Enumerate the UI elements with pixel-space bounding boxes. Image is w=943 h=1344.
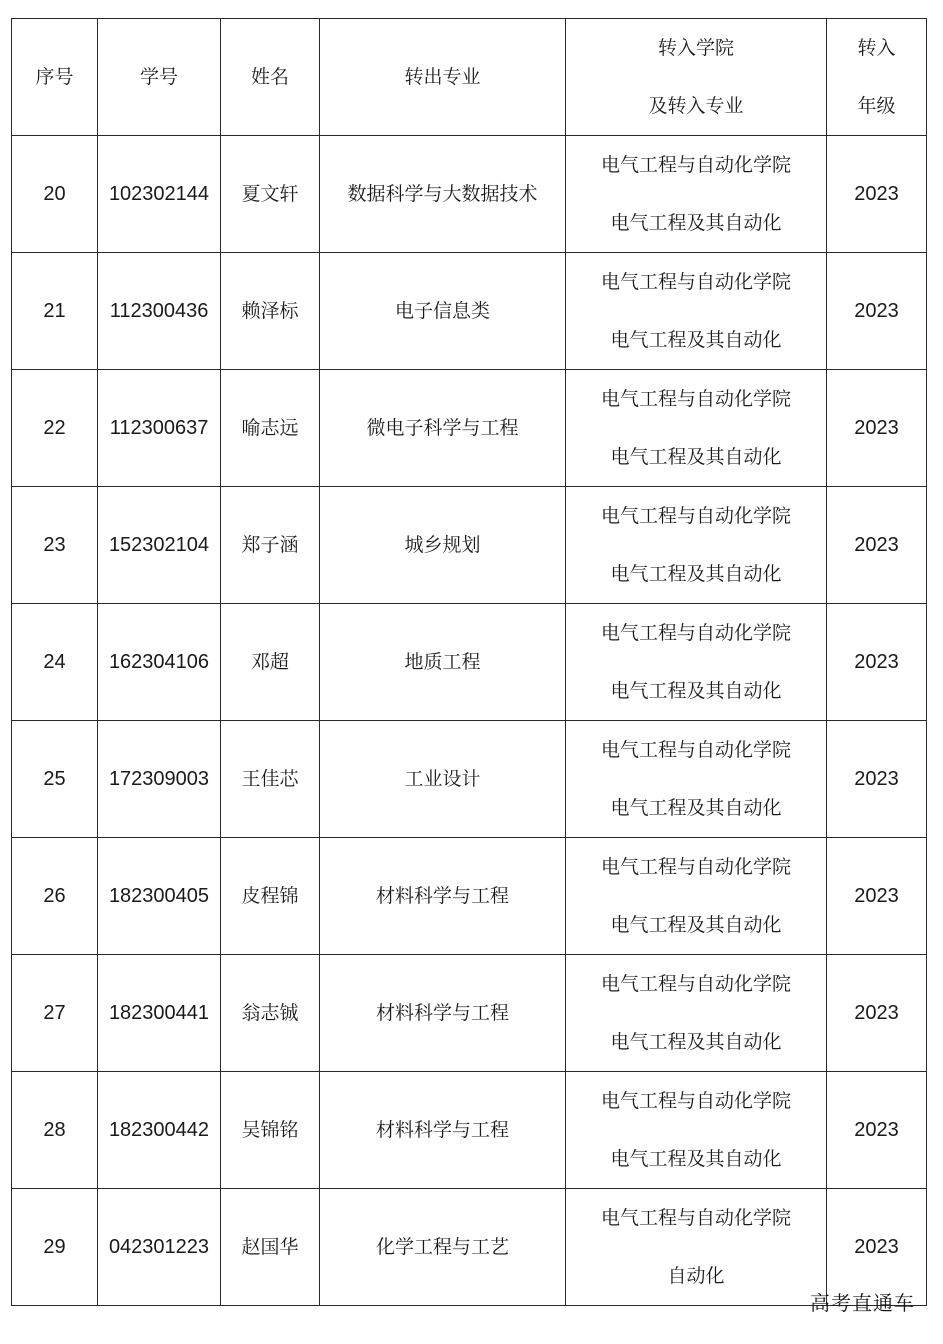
cell-name: 吴锦铭	[221, 1072, 320, 1189]
cell-to-college	[566, 955, 827, 1072]
cell-to-college	[566, 253, 827, 370]
cell-from-major: 化学工程与工艺	[320, 1189, 566, 1306]
cell-from-major: 地质工程	[320, 604, 566, 721]
cell-to-major: 电气工程及其自动化	[610, 212, 782, 234]
header-grade-line2: 年级	[857, 95, 896, 117]
cell-index: 21	[12, 253, 98, 370]
cell-from-major: 微电子科学与工程	[320, 370, 566, 487]
cell-student-id: 112300637	[98, 370, 221, 487]
cell-to-college	[566, 1189, 827, 1306]
cell-to-major: 电气工程及其自动化	[610, 1031, 782, 1053]
cell-grade: 2023	[827, 1072, 927, 1189]
header-to-college-line1: 转入学院	[657, 37, 734, 59]
table-row	[12, 838, 927, 955]
cell-index: 27	[12, 955, 98, 1072]
table-header-row	[12, 19, 927, 136]
cell-to-college-name: 电气工程与自动化学院	[600, 1090, 791, 1112]
cell-grade: 2023	[827, 955, 927, 1072]
cell-grade: 2023	[827, 136, 927, 253]
cell-to-college	[566, 370, 827, 487]
cell-name: 邓超	[221, 604, 320, 721]
cell-student-id: 182300441	[98, 955, 221, 1072]
cell-to-college	[566, 487, 827, 604]
cell-index: 28	[12, 1072, 98, 1189]
cell-grade: 2023	[827, 838, 927, 955]
cell-grade: 2023	[827, 604, 927, 721]
cell-student-id: 112300436	[98, 253, 221, 370]
cell-index: 25	[12, 721, 98, 838]
cell-index: 20	[12, 136, 98, 253]
cell-student-id: 182300442	[98, 1072, 221, 1189]
cell-from-major: 材料科学与工程	[320, 838, 566, 955]
cell-student-id: 042301223	[98, 1189, 221, 1306]
cell-to-college-name: 电气工程与自动化学院	[600, 1207, 791, 1229]
header-student-id: 学号	[98, 19, 221, 136]
table-row	[12, 1072, 927, 1189]
cell-student-id: 152302104	[98, 487, 221, 604]
cell-to-college-name: 电气工程与自动化学院	[600, 154, 791, 176]
header-grade-line1: 转入	[857, 37, 896, 59]
cell-grade: 2023	[827, 370, 927, 487]
cell-from-major: 城乡规划	[320, 487, 566, 604]
table-row	[12, 721, 927, 838]
cell-index: 22	[12, 370, 98, 487]
table-row	[12, 1189, 927, 1306]
cell-to-major: 电气工程及其自动化	[610, 563, 782, 585]
cell-name: 赵国华	[221, 1189, 320, 1306]
table-row	[12, 487, 927, 604]
cell-from-major: 数据科学与大数据技术	[320, 136, 566, 253]
table-row	[12, 136, 927, 253]
cell-name: 翁志铖	[221, 955, 320, 1072]
cell-name: 郑子涵	[221, 487, 320, 604]
cell-grade: 2023	[827, 253, 927, 370]
cell-grade: 2023	[827, 1189, 927, 1306]
cell-student-id: 102302144	[98, 136, 221, 253]
cell-to-college-name: 电气工程与自动化学院	[600, 622, 791, 644]
cell-from-major: 工业设计	[320, 721, 566, 838]
cell-to-major: 电气工程及其自动化	[610, 1148, 782, 1170]
cell-index: 24	[12, 604, 98, 721]
cell-to-college-name: 电气工程与自动化学院	[600, 271, 791, 293]
cell-index: 23	[12, 487, 98, 604]
cell-name: 夏文轩	[221, 136, 320, 253]
cell-grade: 2023	[827, 721, 927, 838]
cell-to-college-name: 电气工程与自动化学院	[600, 739, 791, 761]
cell-to-major: 电气工程及其自动化	[610, 446, 782, 468]
header-from-major: 转出专业	[320, 19, 566, 136]
cell-from-major: 材料科学与工程	[320, 1072, 566, 1189]
cell-to-college-name: 电气工程与自动化学院	[600, 388, 791, 410]
table-row	[12, 955, 927, 1072]
cell-to-college	[566, 136, 827, 253]
cell-grade: 2023	[827, 487, 927, 604]
cell-to-major: 电气工程及其自动化	[610, 680, 782, 702]
cell-index: 26	[12, 838, 98, 955]
cell-name: 王佳芯	[221, 721, 320, 838]
cell-to-college	[566, 838, 827, 955]
cell-to-college-name: 电气工程与自动化学院	[600, 973, 791, 995]
header-index: 序号	[12, 19, 98, 136]
header-grade	[827, 19, 927, 136]
cell-student-id: 182300405	[98, 838, 221, 955]
cell-from-major: 材料科学与工程	[320, 955, 566, 1072]
cell-to-major: 电气工程及其自动化	[610, 914, 782, 936]
cell-to-college	[566, 1072, 827, 1189]
cell-student-id: 172309003	[98, 721, 221, 838]
watermark-text: 高考直通车	[810, 1291, 915, 1315]
table-row	[12, 604, 927, 721]
cell-to-college	[566, 721, 827, 838]
cell-to-college-name: 电气工程与自动化学院	[600, 505, 791, 527]
cell-to-major: 自动化	[667, 1265, 725, 1287]
cell-from-major: 电子信息类	[320, 253, 566, 370]
cell-student-id: 162304106	[98, 604, 221, 721]
cell-to-major: 电气工程及其自动化	[610, 329, 782, 351]
table-row	[12, 370, 927, 487]
table-row	[12, 253, 927, 370]
cell-name: 喻志远	[221, 370, 320, 487]
header-to-college	[566, 19, 827, 136]
cell-name: 赖泽标	[221, 253, 320, 370]
cell-name: 皮程锦	[221, 838, 320, 955]
cell-to-major: 电气工程及其自动化	[610, 797, 782, 819]
cell-to-college	[566, 604, 827, 721]
table-body	[12, 136, 927, 1306]
header-to-college-line2: 及转入专业	[648, 95, 744, 117]
transfer-table	[11, 18, 927, 1306]
cell-to-college-name: 电气工程与自动化学院	[600, 856, 791, 878]
cell-index: 29	[12, 1189, 98, 1306]
header-name: 姓名	[221, 19, 320, 136]
